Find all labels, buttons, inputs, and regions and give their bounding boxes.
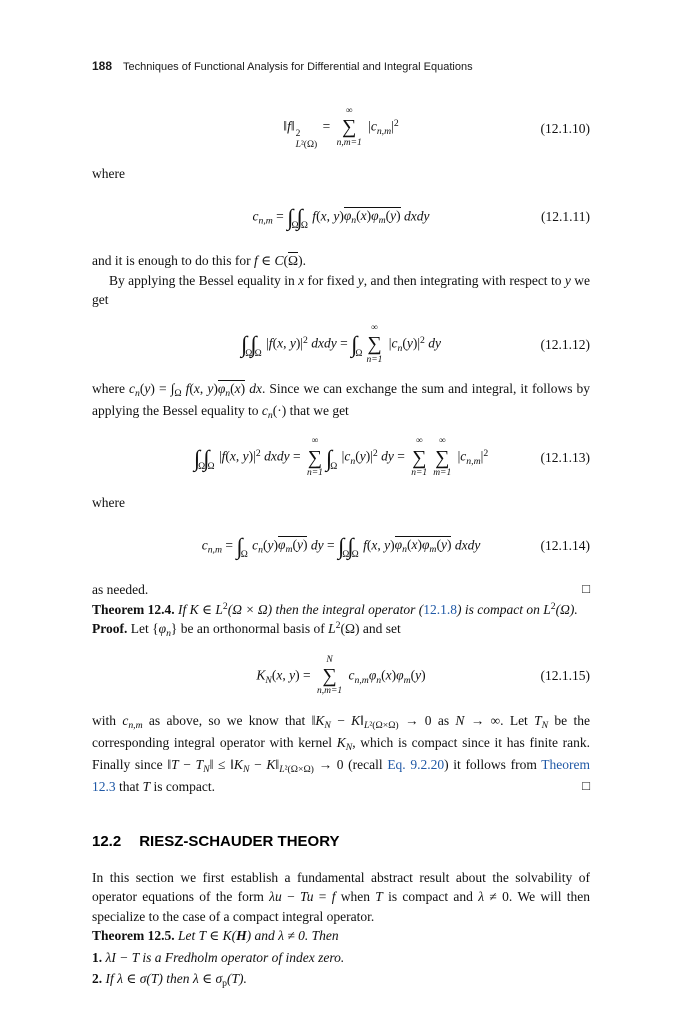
italic-text: ) is compact on $L^2(\Omega)$. xyxy=(456,600,578,617)
italic-text: c xyxy=(391,335,398,351)
italic-subscript: n xyxy=(402,544,407,556)
sigma-glyph: ∑ xyxy=(342,116,357,139)
conjugate-overline: $\varphi_n(x)$ xyxy=(217,381,246,400)
italic-text: K xyxy=(315,712,325,728)
italic-text: K xyxy=(266,757,276,773)
integral-subscript: Ω xyxy=(342,550,350,561)
italic-text: L xyxy=(279,764,285,776)
proof-body-wrapper xyxy=(92,711,590,797)
integral-glyph: ∫ xyxy=(193,445,201,471)
italic-text: y xyxy=(289,667,296,683)
integral-glyph: ∫ xyxy=(240,332,248,357)
italic-text: φ xyxy=(217,381,226,397)
sum-upper-limit: ∞ xyxy=(371,322,378,333)
integral-subscript: Ω xyxy=(351,550,359,561)
italic-text: f xyxy=(254,253,258,269)
italic-text: C xyxy=(274,253,284,269)
italic-text: N xyxy=(326,654,333,665)
superscript: 2 xyxy=(222,600,228,612)
italic-text: x xyxy=(360,208,367,224)
italic-text: c xyxy=(252,208,259,224)
sum-lower-limit: n,m=1 xyxy=(336,137,362,148)
italic-text: c xyxy=(348,667,355,683)
theorem-item-1 xyxy=(92,948,590,968)
section-number: 12.2 xyxy=(92,832,122,850)
italic-text: dy xyxy=(428,335,442,351)
bold-text: Theorem 12.4. xyxy=(92,601,175,617)
italic-text: f xyxy=(312,208,317,224)
cross-reference-link[interactable]: Theorem 12.3 xyxy=(92,757,591,795)
conjugate-overline: Ω xyxy=(288,253,299,269)
equation-body: ‖f‖ 2 L²(Ω) = ∞ ∑ n,m=1 $|c_{n,m}|^2$ xyxy=(283,105,399,150)
italic-text: y xyxy=(406,335,413,351)
bold-text: Theorem 12.5. xyxy=(92,928,175,944)
italic-text: K xyxy=(256,667,266,683)
integral-subscript: Ω xyxy=(240,550,248,561)
italic-text: dxdy xyxy=(264,449,290,465)
italic-text: f xyxy=(185,381,190,397)
subscript: p xyxy=(222,978,227,990)
integral-glyph: ∫ xyxy=(296,204,303,230)
italic-text: y xyxy=(267,537,274,553)
italic-text: c xyxy=(460,449,467,465)
italic-text: y xyxy=(289,335,296,351)
italic-text: f xyxy=(221,449,226,465)
italic-subscript: n xyxy=(351,215,357,227)
italic-text: Tu xyxy=(299,889,314,905)
equation-12-1-10 xyxy=(92,106,590,151)
italic-subscript: n xyxy=(397,342,403,354)
sum-lower-limit: n=1 xyxy=(306,468,323,479)
bold-text: 2. xyxy=(92,971,103,987)
italic-subscript: n xyxy=(135,388,140,400)
text-bessel: By applying the Bessel equality in x for fixed y, and then integrating with respect to y we get xyxy=(92,272,590,308)
sum-upper-limit: ∞ xyxy=(415,436,423,447)
sum-operator xyxy=(337,106,362,149)
italic-subscript: n xyxy=(267,410,273,422)
italic-text: T xyxy=(171,757,179,773)
sum-lower-limit: n=1 xyxy=(411,468,428,479)
section-intro: In this section we first establish a fundamental abstract result about the solvability of operator equations of the form λu − Tu = f when T is compact and λ ≠ 0. We will then specialize to the case of a compact integral operator. xyxy=(92,869,590,924)
bold-text: Proof. xyxy=(92,621,128,637)
italic-text: y xyxy=(390,208,397,224)
italic-text: N xyxy=(455,712,465,728)
superscript: 2 xyxy=(393,117,399,129)
sum-lower-limit: n,m=1 xyxy=(316,686,343,697)
running-title: Techniques of Functional Analysis for Differential and Integral Equations xyxy=(123,61,473,73)
italic-text: y xyxy=(564,272,571,288)
bold-text: H xyxy=(236,928,247,944)
italic-text: c xyxy=(201,537,208,553)
italic-text: x xyxy=(277,335,284,351)
italic-text: K xyxy=(336,734,346,750)
sum-operator xyxy=(307,436,323,479)
italic-text: If λ ∈ σ(T) then λ ∈ $\sigma_p(T)$. xyxy=(105,971,247,990)
conjugate-overline: $\varphi_m(y)$ xyxy=(277,537,308,556)
italic-text: dxdy xyxy=(454,537,481,553)
integral-glyph: ∫ xyxy=(337,533,345,559)
italic-text: c xyxy=(129,381,136,397)
italic-text: y xyxy=(357,272,364,288)
superscript: 2 xyxy=(303,334,308,346)
equation-body: $c_{n,m}$ = ∫ Ω ∫ Ω f(x, $y)\varphi_n(x)\varphi_m(y)$ dxdy xyxy=(252,204,430,232)
sigma-glyph: ∑ xyxy=(435,446,450,469)
sigma-glyph: ∑ xyxy=(412,446,427,469)
sigma-glyph: ∑ xyxy=(307,446,323,469)
italic-subscript: n xyxy=(376,674,382,686)
italic-text: f xyxy=(287,118,291,134)
conjugate-overline: $\varphi_n(x)\varphi_m(y)$ xyxy=(394,537,452,556)
superscript: 2 xyxy=(550,600,556,612)
equation-12-1-12 xyxy=(92,323,590,366)
italic-text: f xyxy=(331,889,336,905)
italic-text: x xyxy=(298,272,305,288)
integral-subscript: Ω xyxy=(198,462,206,473)
italic-text: f xyxy=(363,537,367,553)
italic-text: φ xyxy=(394,537,403,553)
equation-body: $K_N(x$, y) = N ∑ n,m=1 $c_{n,m}\varphi_n(x)\varphi_m(y)$ xyxy=(256,654,426,697)
integral-glyph: ∫ xyxy=(203,445,210,471)
italic-subscript: n xyxy=(225,388,231,400)
italic-subscript: n xyxy=(350,456,356,468)
sum-lower-limit: n=1 xyxy=(366,354,383,365)
superscript: 2 xyxy=(372,448,378,460)
italic-subscript: m xyxy=(429,544,437,556)
equation-number: (12.1.12) xyxy=(540,336,590,352)
italic-text: c xyxy=(122,712,129,728)
section-heading xyxy=(92,831,590,853)
equation-number: (12.1.13) xyxy=(540,450,590,466)
theorem-item-2 xyxy=(92,969,590,991)
integral-subscript: Ω xyxy=(355,348,363,359)
italic-text: y xyxy=(144,381,151,397)
superscript: 2 xyxy=(255,448,261,460)
italic-text: λ xyxy=(478,889,485,905)
italic-text: c xyxy=(261,403,268,419)
integral-glyph: ∫ xyxy=(250,332,257,357)
qed-box: □ xyxy=(582,581,590,597)
italic-subscript: N xyxy=(265,674,272,686)
bold-text: 1. xyxy=(92,949,103,965)
italic-subscript: m xyxy=(403,674,411,686)
equation-number: (12.1.10) xyxy=(540,120,590,136)
italic-text: L xyxy=(295,139,301,150)
italic-text: K xyxy=(351,712,361,728)
sum-operator xyxy=(366,323,382,366)
italic-text: K xyxy=(233,757,243,773)
italic-subscript: n xyxy=(166,628,171,640)
stack-subscript: L²(Ω) xyxy=(295,139,318,150)
italic-text: T xyxy=(142,779,151,795)
integral-subscript: Ω xyxy=(330,462,338,473)
text-enough: and it is enough to do this for f ∈ C(Ω). xyxy=(92,253,306,269)
italic-text: dy xyxy=(381,449,394,465)
integral-subscript: Ω xyxy=(207,462,215,473)
italic-text: y xyxy=(440,537,447,553)
equation-12-1-13 xyxy=(92,436,590,479)
italic-text: φ xyxy=(277,537,286,553)
italic-text: y xyxy=(384,537,391,553)
italic-subscript: n,m xyxy=(466,456,481,468)
stack-superscript: 2 xyxy=(295,128,301,139)
italic-text: φ xyxy=(421,537,430,553)
text-as-needed: as needed. xyxy=(92,582,149,598)
italic-text: φ xyxy=(396,667,404,683)
page-header xyxy=(92,58,590,76)
italic-subscript: N xyxy=(541,719,549,731)
equation-number: (12.1.14) xyxy=(540,538,590,554)
italic-subscript: N xyxy=(345,741,353,753)
subscript: L²(Ω×Ω) xyxy=(363,719,399,731)
text-with-cnm: with $c_{n,m}$ as above, so we know that $‖K_N$ − $K‖_{L^2(\Omega\times\Omega)} \to 0$ as N → ∞. Let $T_N$ be the corresponding integral operator with kernel $K_N$, which is compact since it has finite rank. Finally since ‖T − $T_N‖$ ≤ $‖K_N$ − $K‖_{L^2(\Omega\times\Omega)} \to 0$ (recall Eq. 9.2.20) it follows from Theorem 12.3 that T is compact. xyxy=(92,712,591,795)
sup-sub-stack xyxy=(296,129,318,151)
sigma-glyph: ∑ xyxy=(367,333,382,356)
sigma-glyph: ∑ xyxy=(322,664,337,687)
italic-text: x xyxy=(276,667,283,683)
superscript: 2 xyxy=(483,448,489,460)
integral-subscript: Ω xyxy=(245,348,253,359)
italic-text: λu xyxy=(269,889,282,905)
italic-text: dy xyxy=(310,537,324,553)
subscript: L²(Ω×Ω) xyxy=(279,764,314,776)
sum-operator xyxy=(411,436,427,479)
italic-text: dxdy xyxy=(311,335,337,351)
italic-text: x xyxy=(229,449,236,465)
italic-text: If K ∈ $L^2(\Omega \times \Omega)$ then the integral operator ( xyxy=(178,600,424,617)
page-number: 188 xyxy=(92,59,113,73)
italic-text: x xyxy=(371,537,378,553)
italic-text: c xyxy=(370,118,377,134)
italic-text: x xyxy=(234,381,241,397)
equation-number: (12.1.11) xyxy=(541,209,590,225)
italic-text: f xyxy=(268,335,273,351)
italic-text: y xyxy=(296,537,303,553)
sum-operator xyxy=(433,436,451,479)
italic-text: x xyxy=(193,381,200,397)
superscript: 2 xyxy=(335,620,341,632)
sum-operator xyxy=(317,655,342,698)
italic-text: φ xyxy=(158,621,167,637)
integral-operator xyxy=(325,445,338,473)
qed-box: □ xyxy=(582,777,590,793)
subscript: Ω xyxy=(174,388,182,400)
italic-subscript: n,m xyxy=(258,215,273,227)
equation-12-1-11 xyxy=(92,196,590,238)
italic-text: φ xyxy=(343,208,352,224)
integral-glyph: ∫ xyxy=(325,445,333,471)
italic-text: L xyxy=(363,719,370,731)
integral-subscript: Ω xyxy=(254,348,262,359)
theorem-item-list xyxy=(92,948,590,992)
sum-upper-limit: ∞ xyxy=(311,436,319,447)
equation-12-1-15 xyxy=(92,655,590,698)
integral-subscript: Ω xyxy=(300,221,308,232)
sum-lower-limit: m=1 xyxy=(433,468,452,479)
theorem-12-4 xyxy=(92,600,590,620)
integral-operator xyxy=(351,332,363,359)
italic-text: y xyxy=(359,449,366,465)
italic-subscript: n xyxy=(258,544,263,556)
text-where-cn: where $c_n(y) = \int_\Omega$ f(x, $y)\varphi_n(x)$ dx. Since we can exchange the sum and integral, it follows by applying the Bessel equality to $c_n(\cdot)$ that we get xyxy=(92,381,591,422)
italic-text: y xyxy=(207,381,214,397)
italic-text: Let T ∈ K(H) and λ ≠ 0. Then xyxy=(178,928,339,944)
integral-operator xyxy=(236,533,248,561)
equation-body: ∫ Ω ∫ Ω |f(x, $y)|^2$ dxdy = ∫ Ω ∞ ∑ n=1 $|c_n(y)|^2$ dy xyxy=(240,322,442,365)
italic-text: λI − T is a Fredholm operator of index zero. xyxy=(105,949,345,965)
italic-text: T xyxy=(195,757,204,773)
italic-text: φ xyxy=(368,667,377,683)
equation-number: (12.1.15) xyxy=(540,668,590,684)
italic-text: x xyxy=(320,208,327,224)
italic-subscript: N xyxy=(242,764,250,776)
italic-text: x xyxy=(411,537,418,553)
italic-text: x xyxy=(385,667,392,683)
text-where-2: where xyxy=(92,494,125,510)
equation-body: ∫ Ω ∫ Ω |f(x, $y)|^2$ dxdy = ∞ ∑ n=1 ∫ Ω $|c_n(y)|^2$ dy = ∞ ∑ n=1 ∞ ∑ m=1 $|c_{n,m}|^2$ xyxy=(193,436,489,479)
italic-subscript: N xyxy=(324,719,331,731)
integral-subscript: Ω xyxy=(291,221,299,232)
integral-glyph: ∫ xyxy=(347,533,354,559)
italic-subscript: n,m xyxy=(207,544,222,556)
italic-text: y xyxy=(415,667,422,683)
proof-conclusion-line xyxy=(92,580,590,600)
cross-reference-link[interactable]: Eq. 9.2.20 xyxy=(387,757,445,773)
italic-text: y xyxy=(242,449,249,465)
integral-glyph: ∫ xyxy=(287,204,294,230)
equation-body: $c_{n,m}$ = ∫ Ω $c_n(y)\varphi_m(y)$ dy = ∫ Ω ∫ Ω f(x, $y)\varphi_n(x)\varphi_m(y)$ dxdy xyxy=(201,533,481,561)
italic-text: L xyxy=(328,621,336,637)
section-title: RIESZ-SCHAUDER THEORY xyxy=(139,832,340,850)
sum-upper-limit: ∞ xyxy=(345,105,353,116)
italic-subscript: n,m xyxy=(376,125,392,137)
italic-subscript: m xyxy=(285,544,293,556)
integral-glyph: ∫ xyxy=(236,533,243,559)
conjugate-overline: $\varphi_n(x)\varphi_m(y)$ xyxy=(343,208,401,227)
italic-subscript: N xyxy=(203,764,210,776)
italic-subscript: n,m xyxy=(128,719,143,731)
italic-text: T xyxy=(534,712,542,728)
cross-reference-link[interactable]: 12.1.8 xyxy=(423,601,457,617)
italic-text: dxdy xyxy=(404,208,430,224)
italic-subscript: n,m xyxy=(354,674,369,686)
italic-text: c xyxy=(252,537,259,553)
integral-glyph: ∫ xyxy=(351,332,358,357)
equation-12-1-14 xyxy=(92,525,590,567)
italic-text: dx xyxy=(249,381,262,397)
italic-text: c xyxy=(344,449,351,465)
italic-text: φ xyxy=(371,208,379,224)
italic-text: y xyxy=(333,208,340,224)
italic-subscript: m xyxy=(378,215,386,227)
superscript: 2 xyxy=(420,334,425,346)
theorem-12-5 xyxy=(92,926,590,946)
text-where-1: where xyxy=(92,165,125,181)
sum-upper-limit: ∞ xyxy=(438,436,446,447)
proof-start: Proof. Let $\{\varphi_n\}$ be an orthonormal basis of $L^2(\Omega)$ and set xyxy=(92,620,401,640)
italic-text: T xyxy=(375,889,383,905)
